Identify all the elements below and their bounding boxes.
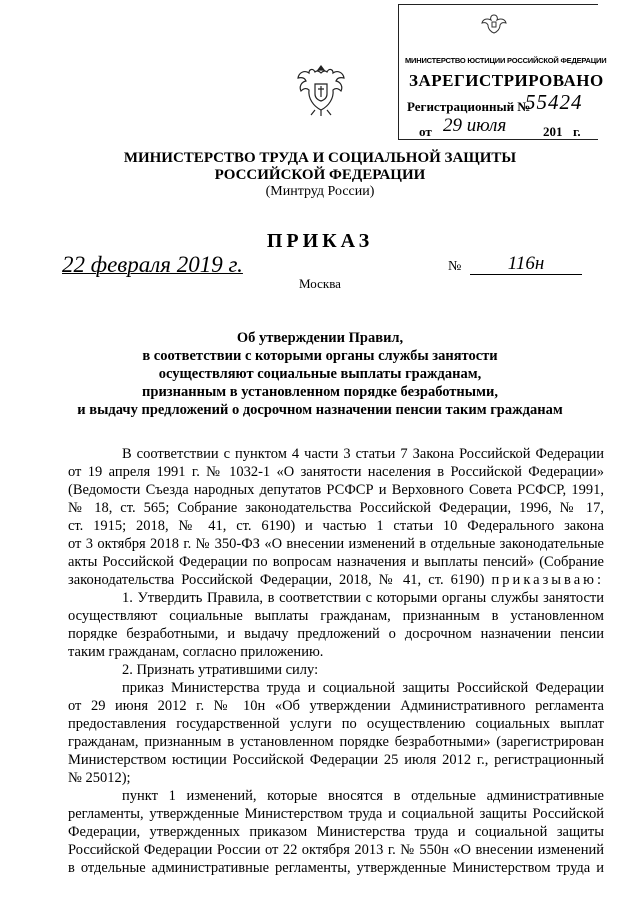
document-type: ПРИКАЗ (266, 230, 374, 252)
stamp-ministry: МИНИСТЕРСТВО ЮСТИЦИИ РОССИЙСКОЙ ФЕДЕРАЦИИ (405, 56, 607, 65)
body-line: предоставления государственной услуги по осуществлению социальных выплат (68, 716, 604, 732)
body-line-text: законодательства Российской Федерации, 2018, № 41, ст. 6190) (68, 572, 485, 588)
body-line: осуществляют социальные выплаты гражданам, признанным в установленном (68, 608, 604, 624)
stamp-emblem-icon (479, 11, 509, 35)
body-line: регламенты, утвержденные Министерством труда и социальной защиты Российской (68, 806, 604, 822)
stamp-registered: ЗАРЕГИСТРИРОВАНО (409, 71, 604, 90)
ministry-name-line1: МИНИСТЕРСТВО ТРУДА И СОЦИАЛЬНОЙ ЗАЩИТЫ (123, 150, 517, 166)
body-line: Министерством юстиции Российской Федерации 25 июля 2012 г., регистрационный (68, 752, 604, 768)
ministry-short-name: (Минтруд России) (265, 184, 375, 199)
ministry-name-line2: РОССИЙСКОЙ ФЕДЕРАЦИИ (214, 167, 426, 183)
order-word: приказываю: (491, 572, 604, 588)
coat-of-arms-icon (295, 60, 347, 118)
body-line: таким гражданам, согласно приложению. (68, 644, 324, 660)
stamp-year: 201 (543, 124, 563, 139)
body-line: № 25012); (68, 770, 131, 786)
title-line: и выдачу предложений о досрочном назначении пенсии таким гражданам (77, 402, 563, 418)
body-line: акты Российской Федерации по вопросам назначения и выплаты пенсий» (Собрание (68, 554, 604, 570)
title-line: в соответствии с которыми органы службы занятости (142, 348, 498, 364)
body-line (68, 571, 604, 589)
body-line: в отдельные административные регламенты, утвержденные Министерством труда и (68, 860, 604, 876)
stamp-year-suffix: г. (573, 124, 581, 139)
body-line: от 3 октября 2018 г. № 350-ФЗ «О внесении изменений в отдельные законодательные (68, 536, 604, 552)
title-line: осуществляют социальные выплаты гражданам, (158, 366, 482, 382)
title-line: Об утверждении Правил, (236, 330, 404, 346)
body-line: 1. Утвердить Правила, в соответствии с которыми органы службы занятости (122, 590, 604, 606)
body-line: приказ Министерства труда и социальной защиты Российской Федерации (122, 680, 604, 696)
stamp-number: 55424 (525, 90, 583, 114)
document-number-label: № (448, 259, 462, 274)
body-line: В соответствии с пунктом 4 части 3 статьи 7 Закона Российской Федерации (122, 446, 604, 462)
body-line: Федерации, утвержденных приказом Министерства труда и социальной защиты (68, 824, 604, 840)
stamp-date-handwritten: 29 июля (443, 115, 507, 136)
body-line: № 18, ст. 565; Собрание законодательства Российской Федерации, 1996, № 17, (68, 500, 604, 516)
document-date: 22 февраля 2019 г. (62, 252, 243, 277)
registration-stamp (398, 4, 607, 140)
title-line: признанным в установленном порядке безработными, (142, 384, 498, 400)
body-line: (Ведомости Съезда народных депутатов РСФСР и Верховного Совета РСФСР, 1991, (68, 482, 604, 498)
stamp-number-label: Регистрационный № (407, 99, 531, 114)
body-line: ст. 1915; 2018, № 41, ст. 6190) и частью 1 статьи 10 Федерального закона (68, 518, 604, 534)
body-line: от 29 июня 2012 г. № 10н «Об утверждении Административного регламента (68, 698, 604, 714)
body-line: Российской Федерации России от 22 октября 2013 г. № 550н «О внесении изменений (68, 842, 604, 858)
document-number: 116н (470, 254, 582, 275)
body-line: 2. Признать утратившими силу: (122, 662, 319, 678)
document-city: Москва (299, 276, 341, 291)
body-line: гражданам, признанным в установленном порядке безработными» (зарегистрирован (68, 734, 604, 750)
stamp-date-prefix: от (419, 124, 432, 139)
body-line: порядке безработными, и выдачу предложений о досрочном назначении пенсии (68, 626, 604, 642)
body-line: пункт 1 изменений, которые вносятся в отдельные административные (122, 788, 604, 804)
body-line: от 19 апреля 1991 г. № 1032-1 «О занятости населения в Российской Федерации» (68, 464, 604, 480)
